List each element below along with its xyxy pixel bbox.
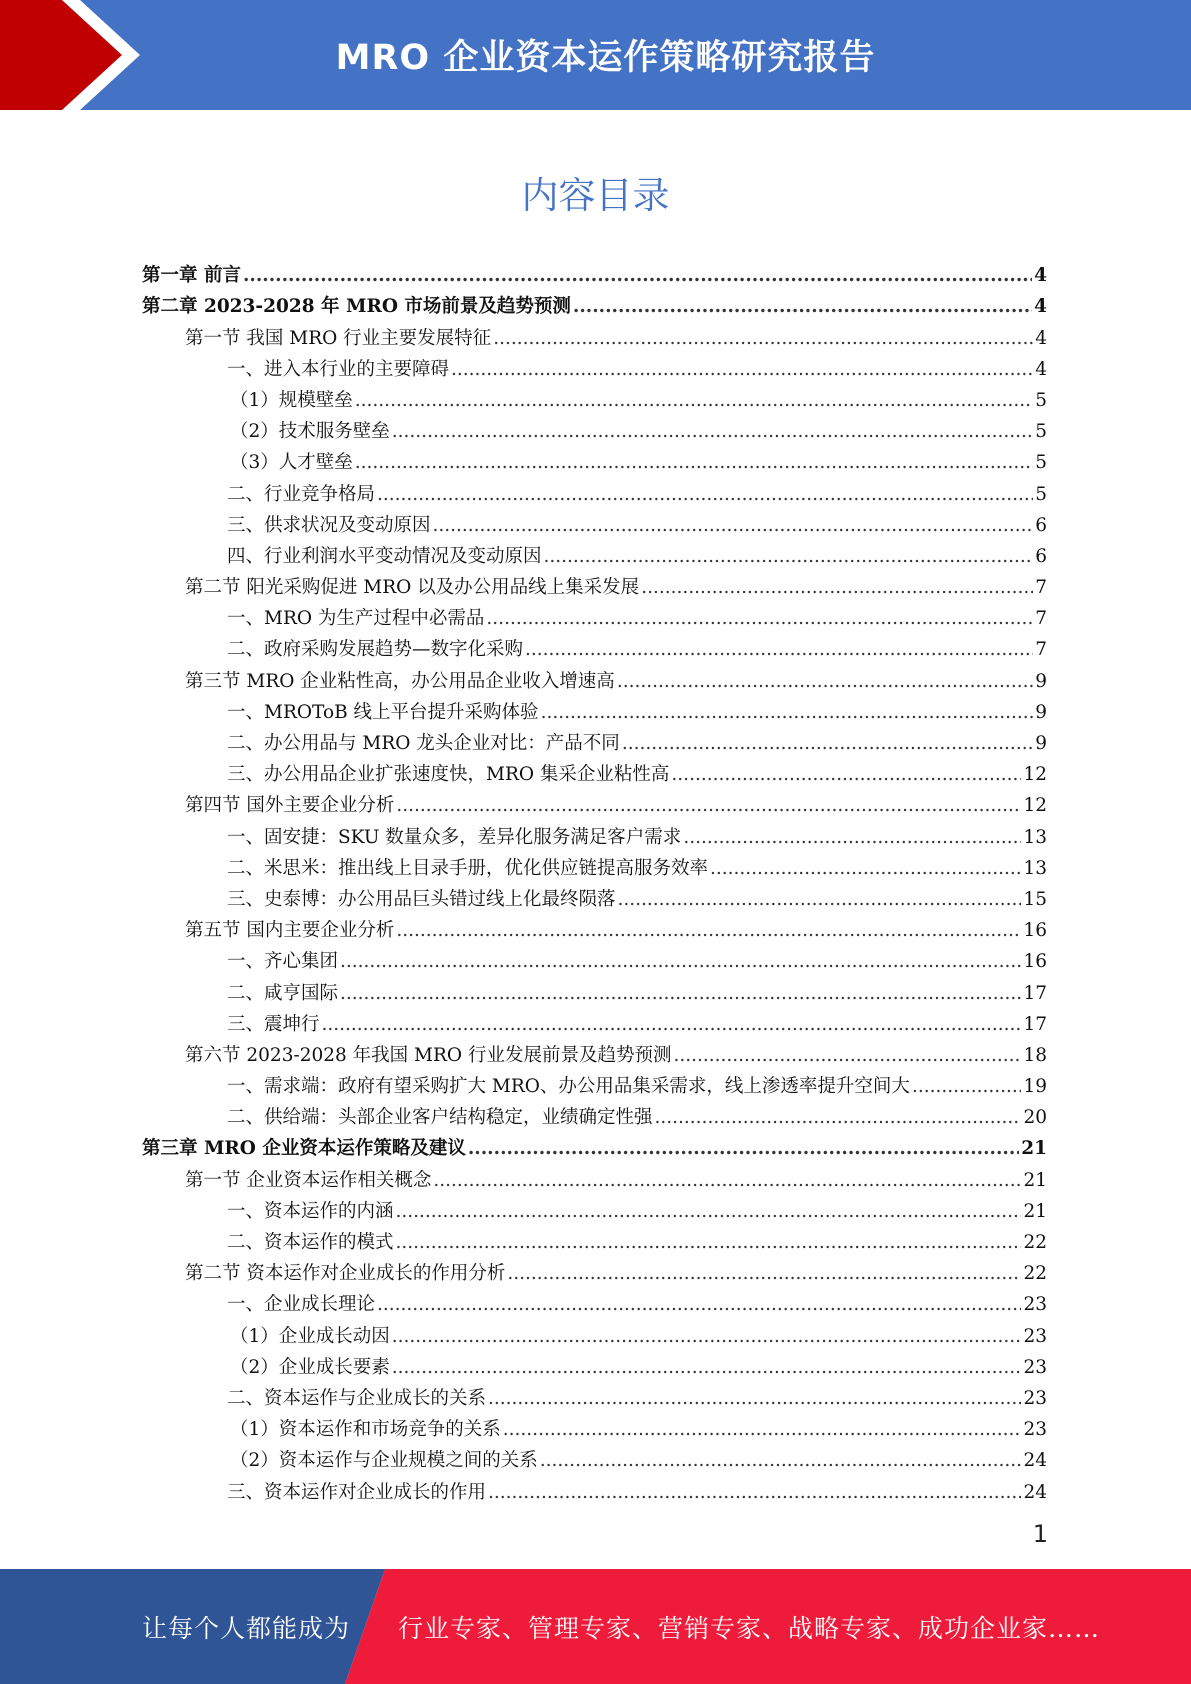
toc-dot-leader (433, 515, 1034, 537)
toc-entry-page: 6 (1035, 514, 1047, 536)
toc-dot-leader (544, 546, 1034, 568)
toc-dot-leader (507, 1263, 1021, 1285)
toc-entry-page: 12 (1023, 795, 1047, 817)
toc-entry-page: 12 (1023, 764, 1047, 786)
toc-dot-leader (392, 1357, 1022, 1379)
toc-dot-leader (392, 421, 1033, 443)
page-header (0, 0, 1191, 110)
toc-entry[interactable] (142, 1160, 1047, 1191)
toc-entry[interactable] (142, 1441, 1047, 1472)
toc-entry-label: 二、行业竞争格局 (227, 483, 376, 505)
toc-entry[interactable] (142, 1472, 1047, 1503)
page-number: 1 (1032, 1520, 1048, 1548)
toc-entry[interactable] (142, 1379, 1047, 1410)
toc-entry[interactable] (142, 786, 1047, 817)
toc-dot-leader (396, 920, 1021, 942)
toc-entry-page: 17 (1023, 1013, 1047, 1035)
toc-entry-page: 4 (1035, 327, 1047, 349)
toc-dot-leader (683, 827, 1021, 849)
toc-entry-label: 二、供给端：头部企业客户结构稳定，业绩确定性强 (227, 1107, 653, 1129)
toc-entry[interactable] (142, 942, 1047, 973)
toc-dot-leader (355, 452, 1033, 474)
toc-entry-page: 21 (1023, 1200, 1047, 1222)
toc-entry[interactable] (142, 1005, 1047, 1036)
toc-dot-leader (912, 1076, 1022, 1098)
page-footer (0, 1569, 1191, 1684)
toc-entry-page: 23 (1023, 1294, 1047, 1316)
toc-entry[interactable] (142, 630, 1047, 661)
toc-entry[interactable] (142, 412, 1047, 443)
footer-slogan-left: 让每个人都能成为 (142, 1613, 351, 1643)
toc-entry[interactable] (142, 724, 1047, 755)
toc-entry-page: 5 (1035, 483, 1047, 505)
toc-entry-label: 一、需求端：政府有望采购扩大 MRO、办公用品集采需求，线上渗透率提升空间大 (227, 1076, 910, 1098)
toc-dot-leader (377, 484, 1033, 506)
toc-dot-leader (396, 795, 1021, 817)
toc-entry[interactable] (142, 443, 1047, 474)
toc-entry[interactable] (142, 506, 1047, 537)
toc-entry-page: 23 (1023, 1356, 1047, 1378)
toc-entry[interactable] (142, 1036, 1047, 1067)
toc-entry[interactable] (142, 599, 1047, 630)
toc-dot-leader (355, 390, 1033, 412)
toc-entry-label: 一、齐心集团 (227, 951, 339, 973)
table-of-contents (142, 256, 1047, 1504)
toc-entry[interactable] (142, 474, 1047, 505)
toc-entry-label: 一、MRO 为生产过程中必需品 (227, 608, 485, 630)
toc-dot-leader (488, 1482, 1021, 1504)
toc-dot-leader (451, 359, 1033, 381)
toc-dot-leader (468, 1138, 1019, 1160)
toc-dot-leader (710, 858, 1021, 880)
toc-entry[interactable] (142, 1098, 1047, 1129)
toc-dot-leader (433, 1170, 1021, 1192)
toc-entry[interactable] (142, 1348, 1047, 1379)
toc-entry[interactable] (142, 911, 1047, 942)
toc-entry-page: 21 (1023, 1169, 1047, 1191)
toc-entry[interactable] (142, 1129, 1047, 1160)
toc-entry[interactable] (142, 1067, 1047, 1098)
toc-entry-page: 15 (1023, 888, 1047, 910)
toc-dot-leader (493, 328, 1033, 350)
toc-entry[interactable] (142, 693, 1047, 724)
toc-dot-leader (540, 1450, 1022, 1472)
toc-entry-label: 二、资本运作与企业成长的关系 (227, 1387, 487, 1409)
toc-entry-label: （2）企业成长要素 (230, 1356, 390, 1378)
toc-dot-leader (340, 983, 1021, 1005)
toc-dot-leader (618, 889, 1022, 911)
toc-entry[interactable] (142, 880, 1047, 911)
toc-entry-label: 四、行业利润水平变动情况及变动原因 (227, 545, 542, 567)
toc-entry[interactable] (142, 1316, 1047, 1347)
toc-entry-page: 23 (1023, 1325, 1047, 1347)
toc-entry-label: 二、政府采购发展趋势—数字化采购 (227, 639, 524, 661)
toc-dot-leader (622, 733, 1033, 755)
toc-dot-leader (377, 1294, 1021, 1316)
toc-entry-page: 9 (1035, 733, 1047, 754)
toc-entry-page: 5 (1035, 452, 1047, 474)
toc-entry-page: 13 (1023, 826, 1047, 848)
toc-entry-page: 7 (1035, 608, 1047, 630)
toc-entry-label: 第三章 MRO 企业资本运作策略及建议 (142, 1138, 466, 1160)
toc-dot-leader (655, 1107, 1022, 1129)
toc-entry-label: 一、企业成长理论 (227, 1294, 376, 1316)
toc-entry-page: 6 (1035, 545, 1047, 567)
toc-title: 内容目录 (521, 174, 670, 217)
toc-entry[interactable] (142, 1223, 1047, 1254)
toc-dot-leader (396, 1232, 1022, 1254)
toc-entry[interactable] (142, 318, 1047, 349)
toc-entry-page: 7 (1035, 577, 1047, 599)
toc-entry-label: （2）资本运作与企业规模之间的关系 (230, 1450, 538, 1472)
toc-entry-page: 24 (1023, 1481, 1047, 1503)
toc-entry-label: 一、固安捷：SKU 数量众多，差异化服务满足客户需求 (227, 826, 682, 848)
toc-entry-page: 9 (1035, 670, 1047, 692)
toc-dot-leader (392, 1326, 1022, 1348)
toc-dot-leader (340, 951, 1021, 973)
toc-entry-label: 第二节 阳光采购促进 MRO 以及办公用品线上集采发展 (185, 577, 640, 599)
toc-entry-page: 20 (1023, 1107, 1047, 1129)
toc-dot-leader (641, 577, 1033, 599)
toc-entry-label: 第二章 2023-2028 年 MRO 市场前景及趋势预测 (142, 296, 571, 318)
toc-dot-leader (486, 608, 1033, 630)
toc-entry-label: 三、史泰博：办公用品巨头错过线上化最终陨落 (227, 888, 616, 910)
toc-entry-label: 一、MROToB 线上平台提升采购体验 (227, 701, 539, 723)
toc-entry-page: 7 (1035, 639, 1047, 661)
toc-entry[interactable] (142, 1285, 1047, 1316)
toc-entry-page: 4 (1035, 358, 1047, 380)
toc-entry[interactable] (142, 661, 1047, 692)
toc-entry-page: 5 (1035, 421, 1047, 443)
toc-entry-label: 第一章 前言 (142, 265, 241, 287)
toc-entry-label: 第二节 资本运作对企业成长的作用分析 (185, 1263, 506, 1285)
toc-entry-label: 第一节 企业资本运作相关概念 (185, 1169, 432, 1191)
toc-entry[interactable] (142, 973, 1047, 1004)
toc-entry-label: 第一节 我国 MRO 行业主要发展特征 (185, 327, 492, 349)
toc-entry-page: 4 (1034, 265, 1047, 287)
toc-dot-leader (396, 1201, 1022, 1223)
toc-entry-page: 19 (1023, 1076, 1047, 1098)
toc-entry-page: 22 (1023, 1263, 1047, 1285)
toc-dot-leader (322, 1014, 1022, 1036)
toc-dot-leader (503, 1419, 1022, 1441)
toc-entry-label: （1）企业成长动因 (230, 1325, 390, 1347)
toc-dot-leader (541, 702, 1034, 724)
toc-entry-label: 第五节 国内主要企业分析 (185, 920, 395, 942)
toc-entry-page: 16 (1023, 920, 1047, 942)
toc-dot-leader (573, 296, 1032, 318)
toc-entry-label: 第四节 国外主要企业分析 (185, 795, 395, 817)
toc-entry[interactable] (142, 350, 1047, 381)
toc-entry[interactable] (142, 1254, 1047, 1285)
toc-dot-leader (673, 1045, 1021, 1067)
toc-dot-leader (617, 671, 1033, 693)
toc-entry-page: 4 (1034, 296, 1047, 318)
toc-entry-label: 三、震坤行 (227, 1013, 320, 1035)
toc-entry-label: 一、资本运作的内涵 (227, 1200, 394, 1222)
toc-dot-leader (525, 639, 1033, 661)
toc-entry-label: 二、咸亨国际 (227, 982, 339, 1004)
toc-entry-label: 第三节 MRO 企业粘性高，办公用品企业收入增速高 (185, 670, 615, 692)
toc-entry-label: 三、办公用品企业扩张速度快，MRO 集采企业粘性高 (227, 764, 670, 786)
report-title: MRO 企业资本运作策略研究报告 (335, 38, 876, 78)
toc-entry-label: 三、资本运作对企业成长的作用 (227, 1481, 487, 1503)
toc-dot-leader (671, 764, 1021, 786)
toc-entry[interactable] (142, 381, 1047, 412)
toc-entry[interactable] (142, 755, 1047, 786)
toc-entry[interactable] (142, 568, 1047, 599)
toc-dot-leader (488, 1388, 1021, 1410)
toc-entry-label: 第六节 2023-2028 年我国 MRO 行业发展前景及趋势预测 (185, 1044, 672, 1066)
toc-entry[interactable] (142, 1192, 1047, 1223)
toc-entry[interactable] (142, 256, 1047, 287)
toc-entry-label: 二、资本运作的模式 (227, 1232, 394, 1253)
toc-entry-label: （3）人才壁垒 (230, 452, 353, 474)
toc-entry-label: （1）资本运作和市场竞争的关系 (230, 1419, 501, 1441)
toc-entry[interactable] (142, 1410, 1047, 1441)
toc-dot-leader (243, 265, 1032, 287)
toc-entry-page: 22 (1023, 1232, 1047, 1253)
toc-entry[interactable] (142, 849, 1047, 880)
footer-slogan-right: 行业专家、管理专家、营销专家、战略专家、成功企业家…… (398, 1613, 1101, 1643)
toc-entry[interactable] (142, 537, 1047, 568)
toc-entry-page: 21 (1021, 1138, 1047, 1160)
toc-entry-page: 17 (1023, 982, 1047, 1004)
toc-entry-page: 5 (1035, 389, 1047, 411)
toc-entry-label: 一、进入本行业的主要障碍 (227, 358, 450, 380)
toc-entry-page: 24 (1023, 1450, 1047, 1472)
toc-entry-label: （2）技术服务壁垒 (230, 421, 390, 443)
toc-entry-label: 二、米思米：推出线上目录手册，优化供应链提高服务效率 (227, 857, 709, 879)
toc-entry-page: 23 (1023, 1387, 1047, 1409)
toc-entry-page: 9 (1035, 701, 1047, 723)
toc-entry-label: 二、办公用品与 MRO 龙头企业对比：产品不同 (227, 733, 620, 754)
toc-entry-page: 18 (1023, 1044, 1047, 1066)
toc-entry-label: （1）规模壁垒 (230, 389, 353, 411)
toc-entry[interactable] (142, 287, 1047, 318)
toc-entry-page: 13 (1023, 857, 1047, 879)
toc-entry-label: 三、供求状况及变动原因 (227, 514, 431, 536)
toc-entry-page: 16 (1023, 951, 1047, 973)
toc-entry[interactable] (142, 817, 1047, 848)
toc-entry-page: 23 (1023, 1419, 1047, 1441)
